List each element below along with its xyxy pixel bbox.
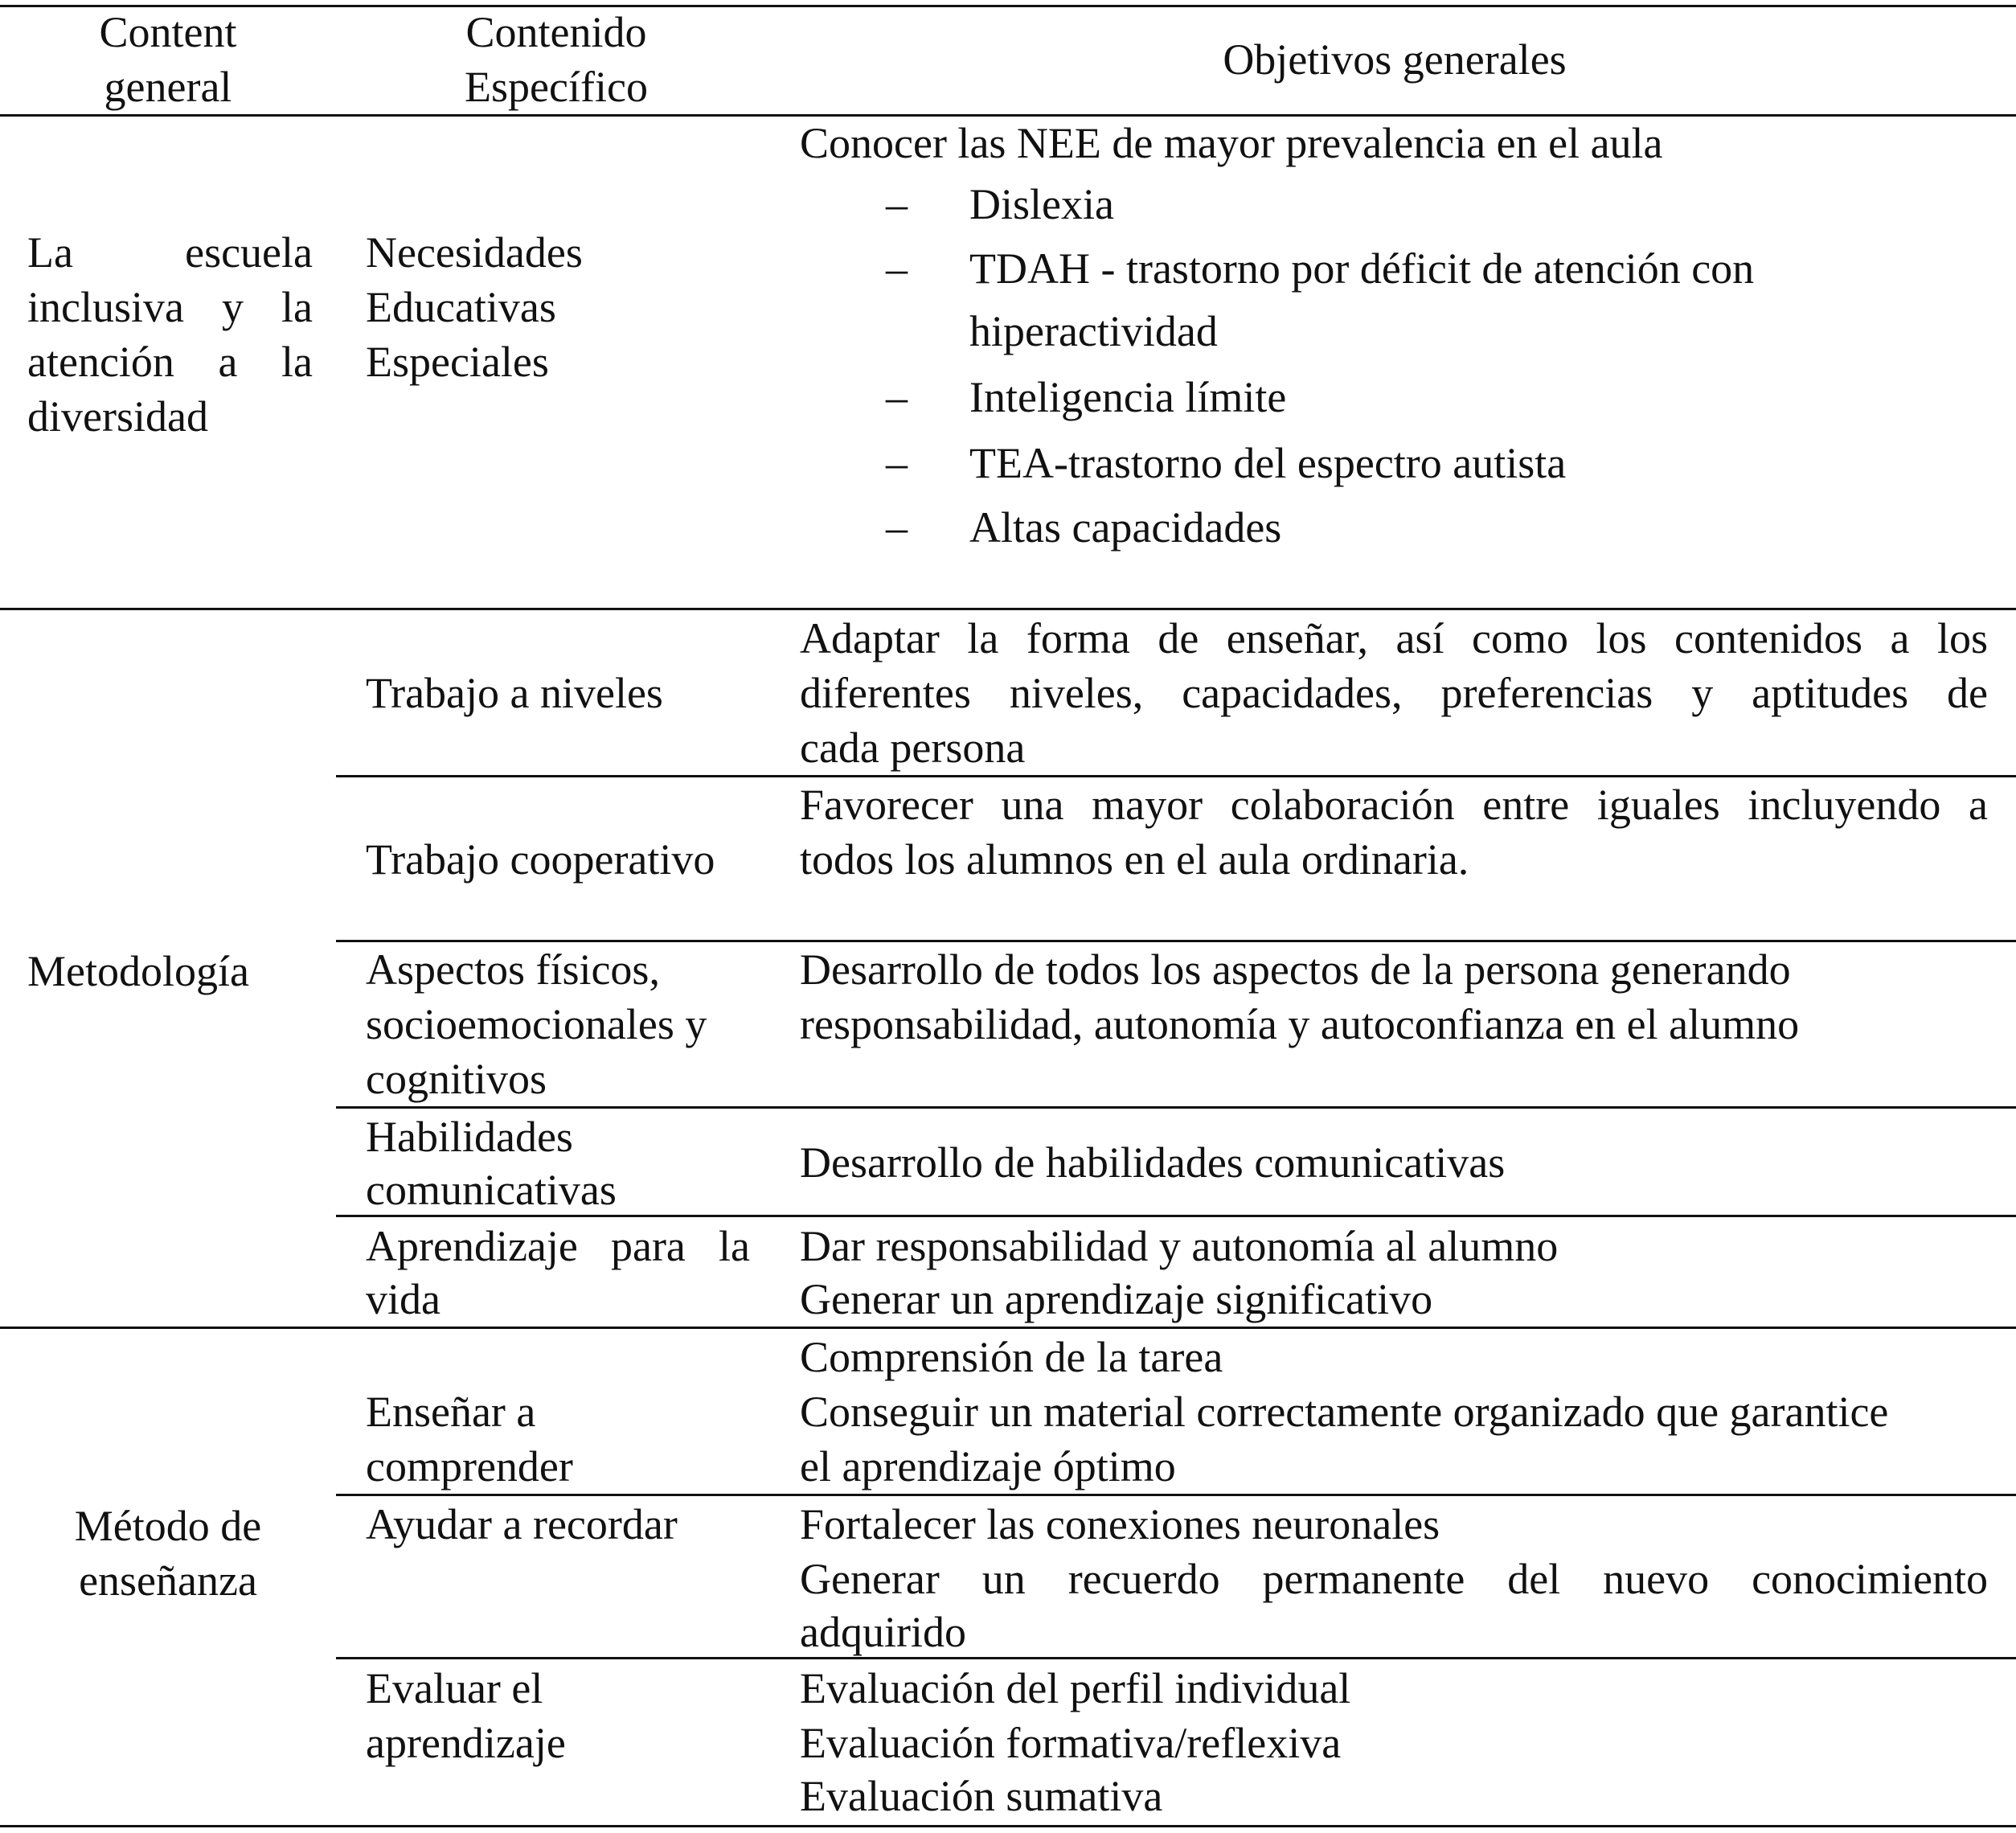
row-specific: comprender — [366, 1442, 573, 1491]
section1-specific-line: Educativas — [366, 283, 556, 331]
row-objective: Favorecer una mayor colaboración entre iguales incluyendo a — [800, 781, 1988, 829]
table-bottom-rule — [0, 1825, 2016, 1827]
row-specific: cognitivos — [366, 1055, 547, 1103]
row-objective: Evaluación formativa/reflexiva — [800, 1719, 1342, 1767]
row-specific: aprendizaje — [366, 1719, 566, 1767]
section1-general-line: diversidad — [27, 392, 208, 441]
row-rule — [336, 1494, 2016, 1496]
row-specific: Ayudar a recordar — [366, 1500, 678, 1548]
row-objective: el aprendizaje óptimo — [800, 1442, 1176, 1491]
header-col2-line1: Contenido — [465, 8, 647, 56]
section1-general-line: inclusiva y la — [27, 283, 313, 331]
row-objective: diferentes niveles, capacidades, preferencias y aptitudes de — [800, 669, 1988, 717]
list-item: TDAH - trastorno por déficit de atención con — [969, 244, 1755, 293]
section1-general-line: atención a la — [27, 338, 313, 386]
header-col1-line2: general — [104, 63, 232, 111]
header-col3: Objetivos generales — [1223, 35, 1567, 84]
row-specific: socioemocionales y — [366, 1000, 707, 1048]
section2-general: Metodología — [27, 947, 249, 995]
list-item: Altas capacidades — [969, 503, 1282, 552]
section1-bottom-rule — [0, 608, 2016, 610]
row-objective: Comprensión de la tarea — [800, 1333, 1223, 1381]
row-objective: cada persona — [800, 724, 1026, 772]
row-specific: Aprendizaje para la — [366, 1222, 750, 1270]
row-specific: vida — [366, 1275, 440, 1323]
objective-intro: Conocer las NEE de mayor prevalencia en el aula — [800, 119, 1663, 167]
list-item-continuation: hiperactividad — [969, 307, 1218, 355]
section1-specific-line: Especiales — [366, 338, 549, 386]
row-rule — [336, 1657, 2016, 1659]
header-col2-line2: Específico — [465, 63, 648, 111]
row-objective: adquirido — [800, 1608, 966, 1656]
section1-general-line: La escuela — [27, 228, 313, 277]
row-objective: Desarrollo de todos los aspectos de la persona generando — [800, 945, 1791, 994]
row-specific: Aspectos físicos, — [366, 945, 660, 994]
row-objective: Dar responsabilidad y autonomía al alumno — [800, 1222, 1559, 1270]
row-specific: Enseñar a — [366, 1388, 536, 1436]
list-dash: – — [886, 439, 908, 487]
row-objective: Evaluación del perfil individual — [800, 1664, 1351, 1712]
section3-general-line: Método de — [74, 1502, 262, 1550]
row-rule — [336, 1106, 2016, 1109]
list-dash: – — [886, 373, 908, 421]
list-dash: – — [886, 244, 908, 293]
row-specific: Habilidades — [366, 1113, 573, 1161]
row-objective: Desarrollo de habilidades comunicativas — [800, 1138, 1506, 1187]
row-objective: Generar un aprendizaje significativo — [800, 1275, 1433, 1323]
row-objective: Evaluación sumativa — [800, 1772, 1163, 1820]
row-specific: Trabajo cooperativo — [366, 835, 715, 884]
section3-general-line: enseñanza — [79, 1556, 257, 1605]
section2-bottom-rule — [0, 1327, 2016, 1329]
row-objective: Adaptar la forma de enseñar, así como los contenidos a los — [800, 614, 1988, 662]
row-specific: comunicativas — [366, 1166, 617, 1214]
list-item: Dislexia — [969, 180, 1114, 228]
row-specific: Evaluar el — [366, 1664, 543, 1712]
section1-specific-line: Necesidades — [366, 228, 583, 277]
row-specific: Trabajo a niveles — [366, 669, 663, 717]
row-objective: Fortalecer las conexiones neuronales — [800, 1500, 1440, 1548]
row-objective: responsabilidad, autonomía y autoconfianza en el alumno — [800, 1000, 1800, 1048]
row-objective: Generar un recuerdo permanente del nuevo conocimiento — [800, 1555, 1988, 1603]
list-dash: – — [886, 503, 908, 552]
row-objective: todos los alumnos en el aula ordinaria. — [800, 835, 1469, 884]
list-dash: – — [886, 180, 908, 228]
list-item: TEA-trastorno del espectro autista — [969, 439, 1567, 487]
row-objective: Conseguir un material correctamente organizado que garantice — [800, 1388, 1889, 1436]
list-item: Inteligencia límite — [969, 373, 1287, 421]
header-col1-line1: Content — [99, 8, 237, 56]
